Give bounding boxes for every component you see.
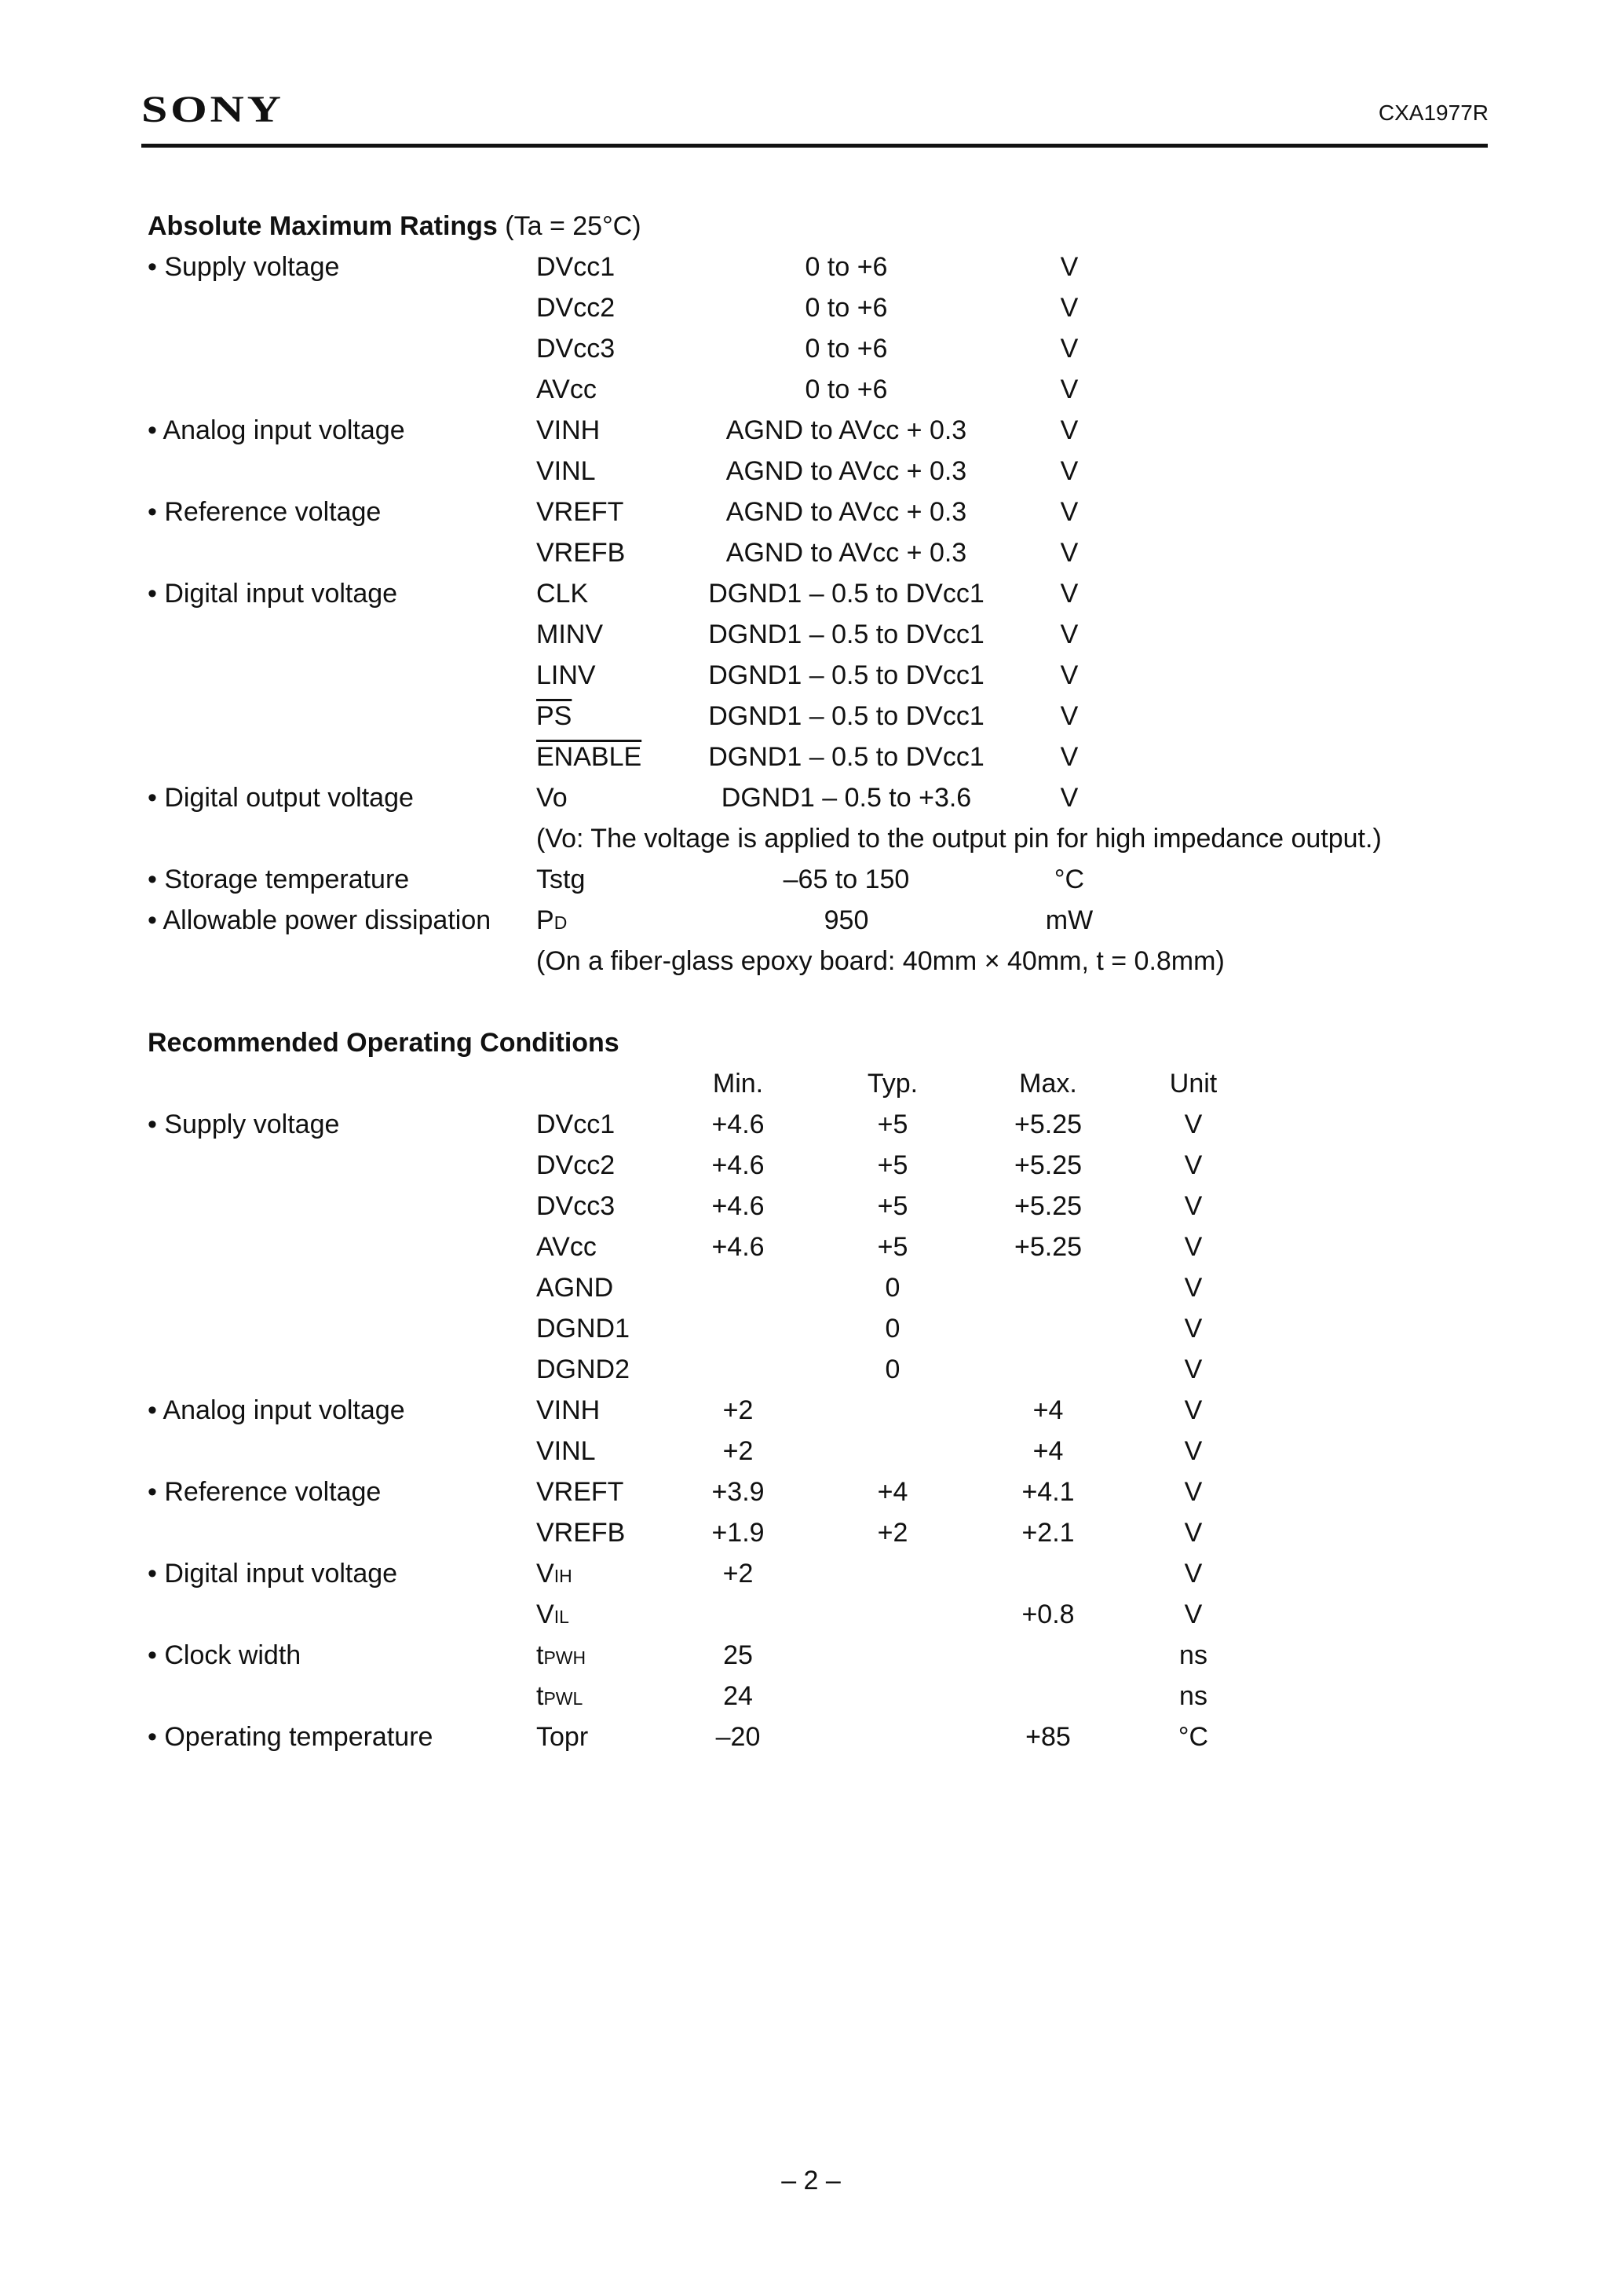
roc-row-min: +1.9 (711, 1518, 765, 1548)
abs-row-unit: V (1060, 742, 1079, 772)
abs-row-rating: 0 to +6 (805, 252, 888, 282)
roc-title: Recommended Operating Conditions (148, 1028, 619, 1058)
roc-row-typ: +5 (877, 1232, 908, 1262)
symbol-subscript: PWH (543, 1647, 586, 1668)
roc-row-symbol (536, 1512, 625, 1553)
roc-row-symbol (536, 1186, 615, 1227)
abs-row-rating: DGND1 – 0.5 to DVcc1 (708, 620, 985, 649)
roc-header-unit: Unit (1169, 1069, 1218, 1099)
symbol-text: $\overline{PS}$ (536, 701, 572, 731)
symbol-text: DVcc2 (536, 1150, 616, 1180)
symbol-text: VREFT (536, 1477, 624, 1507)
abs-row-symbol (536, 492, 623, 532)
roc-row-unit: V (1184, 1273, 1203, 1303)
abs-row-unit: V (1060, 538, 1079, 568)
roc-row-typ: +5 (877, 1150, 908, 1180)
symbol-text: DGND2 (536, 1355, 630, 1384)
abs-row-unit: mW (1045, 905, 1094, 935)
symbol-text: DVcc2 (536, 293, 616, 323)
abs-row-rating: DGND1 – 0.5 to DVcc1 (708, 742, 985, 772)
abs-row-unit: V (1060, 252, 1079, 282)
abs-row-symbol (536, 900, 567, 941)
roc-row-label: • Analog input voltage (148, 1395, 405, 1425)
abs-row-label: • Digital output voltage (148, 783, 414, 813)
roc-row-label: • Supply voltage (148, 1110, 340, 1139)
page-number: – 2 – (781, 2166, 841, 2195)
abs-note: (On a fiber-glass epoxy board: 40mm × 40mm, t = 0.8mm) (536, 946, 1225, 976)
roc-row-max: +2.1 (1021, 1518, 1075, 1548)
roc-row-min: +4.6 (711, 1191, 765, 1221)
abs-row-symbol (536, 777, 568, 818)
abs-row-symbol (536, 737, 641, 777)
roc-row-min: +2 (722, 1559, 754, 1589)
abs-row-symbol (536, 614, 603, 655)
symbol-subscript: IH (553, 1566, 572, 1586)
symbol-text: DVcc3 (536, 1191, 616, 1221)
abs-max-title-condition: (Ta = 25°C) (497, 211, 641, 241)
roc-row-unit: V (1184, 1314, 1203, 1344)
abs-row-unit: V (1060, 334, 1079, 364)
roc-row-symbol (536, 1594, 569, 1635)
abs-row-rating: –65 to 150 (783, 865, 910, 894)
symbol-text: Tstg (536, 865, 586, 894)
header-rule (141, 144, 1488, 148)
abs-row-symbol (536, 532, 625, 573)
symbol-text: Vo (536, 783, 568, 813)
roc-row-typ: +5 (877, 1191, 908, 1221)
symbol-text: VREFB (536, 538, 626, 568)
roc-row-label: • Operating temperature (148, 1722, 433, 1752)
symbol-text: MINV (536, 620, 603, 649)
abs-row-unit: V (1060, 783, 1079, 813)
roc-row-unit: V (1184, 1355, 1203, 1384)
roc-row-label: • Clock width (148, 1640, 301, 1670)
roc-row-unit: V (1184, 1477, 1203, 1507)
roc-row-min: +2 (722, 1395, 754, 1425)
abs-row-unit: V (1060, 497, 1079, 527)
roc-row-typ: +5 (877, 1110, 908, 1139)
roc-row-unit: °C (1178, 1722, 1209, 1752)
abs-note: (Vo: The voltage is applied to the output pin for high impedance output.) (536, 824, 1382, 854)
abs-row-rating: 0 to +6 (805, 334, 888, 364)
abs-max-title-text: Absolute Maximum Ratings (148, 211, 498, 241)
roc-row-max: +4 (1032, 1395, 1064, 1425)
roc-row-label: • Reference voltage (148, 1477, 382, 1507)
roc-row-unit: V (1184, 1110, 1203, 1139)
roc-row-max: +0.8 (1021, 1600, 1075, 1629)
abs-row-unit: V (1060, 415, 1079, 445)
abs-row-symbol (536, 573, 588, 614)
roc-row-symbol (536, 1472, 623, 1512)
abs-row-symbol (536, 287, 615, 328)
abs-row-rating: AGND to AVcc + 0.3 (725, 538, 967, 568)
symbol-subscript: D (553, 912, 568, 933)
roc-row-min: –20 (715, 1722, 761, 1752)
symbol-text: ENABLE (536, 742, 642, 772)
roc-row-unit: V (1184, 1191, 1203, 1221)
symbol-text: DVcc1 (536, 252, 616, 282)
symbol-text: VREFT (536, 497, 624, 527)
roc-row-typ: +2 (877, 1518, 908, 1548)
abs-row-rating: DGND1 – 0.5 to DVcc1 (708, 660, 985, 690)
abs-row-label: • Storage temperature (148, 865, 410, 894)
abs-row-unit: V (1060, 375, 1079, 404)
roc-row-symbol (536, 1308, 630, 1349)
abs-row-symbol (536, 247, 615, 287)
symbol-text: DGND1 (536, 1314, 630, 1344)
symbol-text: AGND (536, 1273, 614, 1303)
symbol-subscript: IL (553, 1607, 569, 1627)
roc-header-typ: Typ. (867, 1069, 919, 1099)
abs-row-symbol (536, 328, 615, 369)
roc-row-symbol (536, 1717, 588, 1757)
abs-row-label: • Reference voltage (148, 497, 382, 527)
symbol-text: VINL (536, 456, 596, 486)
roc-row-max: +5.25 (1014, 1110, 1083, 1139)
symbol-text: t (536, 1640, 544, 1670)
roc-row-symbol (536, 1635, 586, 1676)
roc-row-min: +2 (722, 1436, 754, 1466)
symbol-text: t (536, 1681, 544, 1711)
roc-row-min: +4.6 (711, 1110, 765, 1139)
abs-row-symbol (536, 410, 600, 451)
symbol-text: Topr (536, 1722, 589, 1752)
abs-row-symbol (536, 655, 596, 696)
roc-row-min: 25 (723, 1640, 753, 1670)
abs-row-symbol (536, 451, 596, 492)
roc-row-unit: V (1184, 1436, 1203, 1466)
roc-row-typ: 0 (885, 1355, 901, 1384)
part-number: CXA1977R (1378, 101, 1489, 125)
roc-row-unit: ns (1179, 1640, 1207, 1670)
symbol-text: V (536, 1600, 554, 1629)
roc-row-label: • Digital input voltage (148, 1559, 398, 1589)
roc-header-max: Max. (1019, 1069, 1077, 1099)
roc-row-max: +5.25 (1014, 1191, 1083, 1221)
symbol-text: VREFB (536, 1518, 626, 1548)
roc-row-unit: V (1184, 1600, 1203, 1629)
abs-row-symbol (536, 859, 585, 900)
roc-row-symbol (536, 1676, 583, 1717)
roc-row-unit: ns (1179, 1681, 1207, 1711)
roc-row-typ: 0 (885, 1314, 901, 1344)
roc-row-symbol (536, 1104, 615, 1145)
abs-row-unit: °C (1054, 865, 1085, 894)
abs-row-rating: AGND to AVcc + 0.3 (725, 456, 967, 486)
symbol-text: VINH (536, 415, 601, 445)
roc-row-max: +4.1 (1021, 1477, 1075, 1507)
roc-row-unit: V (1184, 1150, 1203, 1180)
roc-row-symbol (536, 1267, 613, 1308)
roc-row-symbol (536, 1227, 597, 1267)
symbol-text: AVcc (536, 375, 597, 404)
roc-row-symbol (536, 1349, 630, 1390)
abs-row-symbol (536, 696, 572, 737)
abs-row-unit: V (1060, 456, 1079, 486)
roc-row-min: +3.9 (711, 1477, 765, 1507)
abs-row-rating: 0 to +6 (805, 293, 888, 323)
symbol-text: VINH (536, 1395, 601, 1425)
symbol-text: CLK (536, 579, 589, 609)
symbol-subscript: PWL (543, 1688, 583, 1709)
roc-row-symbol (536, 1431, 596, 1472)
abs-row-rating: AGND to AVcc + 0.3 (725, 497, 967, 527)
symbol-text: V (536, 1559, 554, 1589)
roc-row-min: 24 (723, 1681, 753, 1711)
symbol-text: DVcc1 (536, 1110, 616, 1139)
abs-row-label: • Allowable power dissipation (148, 905, 491, 935)
symbol-text: LINV (536, 660, 596, 690)
roc-row-max: +4 (1032, 1436, 1064, 1466)
roc-row-min: +4.6 (711, 1232, 765, 1262)
abs-row-label: • Supply voltage (148, 252, 340, 282)
roc-row-max: +5.25 (1014, 1232, 1083, 1262)
roc-row-symbol (536, 1553, 572, 1594)
roc-row-max: +85 (1025, 1722, 1071, 1752)
abs-row-rating: DGND1 – 0.5 to DVcc1 (708, 701, 985, 731)
roc-row-typ: +4 (877, 1477, 908, 1507)
roc-row-unit: V (1184, 1395, 1203, 1425)
abs-row-rating: 950 (824, 905, 869, 935)
roc-row-min: +4.6 (711, 1150, 765, 1180)
abs-row-rating: DGND1 – 0.5 to +3.6 (721, 783, 972, 813)
abs-row-symbol (536, 369, 597, 410)
abs-row-label: • Analog input voltage (148, 415, 405, 445)
abs-row-unit: V (1060, 293, 1079, 323)
abs-row-unit: V (1060, 660, 1079, 690)
roc-row-unit: V (1184, 1518, 1203, 1548)
sony-logo: SONY (141, 89, 284, 130)
symbol-text: P (536, 905, 554, 935)
roc-row-unit: V (1184, 1559, 1203, 1589)
abs-row-unit: V (1060, 579, 1079, 609)
symbol-text: DVcc3 (536, 334, 616, 364)
roc-row-symbol (536, 1390, 600, 1431)
symbol-text: VINL (536, 1436, 596, 1466)
abs-row-unit: V (1060, 620, 1079, 649)
roc-row-typ: 0 (885, 1273, 901, 1303)
abs-row-label: • Digital input voltage (148, 579, 398, 609)
roc-row-symbol (536, 1145, 615, 1186)
roc-header-min: Min. (712, 1069, 764, 1099)
abs-max-title (148, 206, 641, 247)
symbol-text: AVcc (536, 1232, 597, 1262)
abs-row-rating: 0 to +6 (805, 375, 888, 404)
roc-row-max: +5.25 (1014, 1150, 1083, 1180)
roc-row-unit: V (1184, 1232, 1203, 1262)
abs-row-unit: V (1060, 701, 1079, 731)
abs-row-rating: DGND1 – 0.5 to DVcc1 (708, 579, 985, 609)
abs-row-rating: AGND to AVcc + 0.3 (725, 415, 967, 445)
